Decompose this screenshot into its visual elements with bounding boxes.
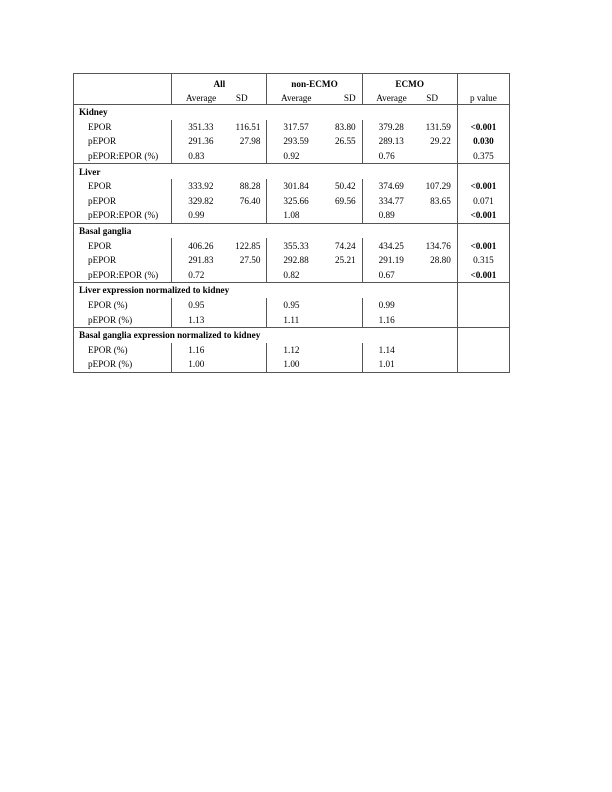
all-average-cell: 291.36: [188, 136, 214, 147]
table-row: [74, 134, 510, 149]
all-sd-cell: [230, 268, 267, 283]
all-average-cell: 291.83: [188, 255, 214, 266]
section-title: Basal ganglia expression normalized to kidney: [74, 327, 458, 342]
non-ecmo-sd-cell: 69.56: [334, 195, 356, 206]
corner-cell-lower: [74, 90, 172, 105]
non-ecmo-sd-cell: [325, 149, 362, 164]
ecmo-average-cell: 0.99: [362, 298, 420, 313]
row-label: pEPOR:EPOR (%): [74, 149, 172, 164]
non-ecmo-sd-cell: [325, 312, 362, 327]
ecmo-average-cell: 379.28: [362, 120, 420, 135]
non-ecmo-average-cell: 325.66: [267, 194, 325, 209]
non-ecmo-sd-cell: [325, 357, 362, 372]
table-row: [74, 179, 510, 194]
all-sd-cell: 27.98: [239, 136, 261, 147]
corner-cell: [74, 74, 172, 91]
ecmo-average-cell: 0.76: [362, 149, 420, 164]
non-ecmo-sd-cell: 25.21: [334, 255, 356, 266]
row-label: pEPOR: [74, 134, 172, 149]
ecmo-average-cell: 1.01: [362, 357, 420, 372]
section-title: Liver expression normalized to kidney: [74, 283, 458, 298]
non-ecmo-sd-cell: 83.80: [334, 121, 356, 132]
row-label: EPOR (%): [74, 298, 172, 313]
non-ecmo-average-cell: 301.84: [267, 179, 325, 194]
table-row: [74, 149, 510, 164]
all-average-cell: 1.16: [188, 344, 205, 355]
row-label: pEPOR: [74, 194, 172, 209]
p-value-cell: 0.071: [457, 194, 509, 209]
row-label: EPOR: [74, 179, 172, 194]
section-p-spacer: [457, 223, 509, 238]
row-label: pEPOR:EPOR (%): [74, 208, 172, 223]
all-sd-cell: [230, 312, 267, 327]
p-value-cell: [457, 312, 509, 327]
all-sd-cell: 88.28: [239, 181, 261, 192]
non-ecmo-average-cell: 0.92: [267, 149, 325, 164]
all-sd-cell: 122.85: [235, 240, 261, 251]
all-average-cell: 0.99: [188, 210, 205, 221]
all-average-cell: 351.33: [188, 121, 214, 132]
all-sd-cell: [230, 298, 267, 313]
non-ecmo-sd-cell: [325, 298, 362, 313]
ecmo-sd-cell: 29.22: [430, 136, 451, 147]
table-row: [74, 357, 510, 372]
section-title: Kidney: [74, 105, 458, 120]
col-header-ecmo-average: Average: [362, 90, 420, 105]
col-header-all-sd: SD: [230, 90, 267, 105]
table-row: [74, 312, 510, 327]
section-header-row: [74, 105, 510, 120]
section-p-spacer: [457, 327, 509, 342]
section-header-row: [74, 283, 510, 298]
row-label: pEPOR:EPOR (%): [74, 268, 172, 283]
all-average-cell: 1.00: [172, 357, 230, 372]
row-label: EPOR: [74, 238, 172, 253]
non-ecmo-average-cell: 0.82: [267, 268, 325, 283]
all-sd-cell: 27.50: [239, 255, 261, 266]
results-table: [73, 73, 510, 373]
p-value-cell: 0.315: [457, 253, 509, 268]
all-average-cell: 329.82: [188, 195, 214, 206]
all-average-cell: 333.92: [188, 181, 214, 192]
ecmo-sd-cell: 131.59: [425, 121, 451, 132]
section-p-spacer: [457, 105, 509, 120]
p-value-cell: <0.001: [457, 179, 509, 194]
non-ecmo-sd-cell: [325, 268, 362, 283]
table-row: [74, 253, 510, 268]
non-ecmo-sd-cell: [325, 208, 362, 223]
non-ecmo-average-cell: 317.57: [267, 120, 325, 135]
ecmo-average-cell: 374.69: [362, 179, 420, 194]
row-label: pEPOR (%): [74, 357, 172, 372]
col-header-p-value: p value: [457, 90, 509, 105]
row-label: pEPOR (%): [74, 312, 172, 327]
p-value-cell: 0.030: [457, 134, 509, 149]
non-ecmo-sd-cell: 50.42: [334, 181, 356, 192]
table-row: [74, 268, 510, 283]
ecmo-sd-cell: [420, 208, 457, 223]
non-ecmo-average-cell: 1.11: [267, 312, 325, 327]
p-value-cell: 0.375: [457, 149, 509, 164]
ecmo-sd-cell: [420, 343, 457, 358]
group-header-all: All: [172, 74, 267, 91]
all-average-cell: 406.26: [188, 240, 214, 251]
non-ecmo-average-cell: 1.00: [267, 357, 325, 372]
ecmo-sd-cell: [420, 357, 457, 372]
all-average-cell: 1.13: [188, 314, 205, 325]
ecmo-sd-cell: [420, 312, 457, 327]
p-value-cell: <0.001: [457, 120, 509, 135]
section-p-spacer: [457, 164, 509, 179]
ecmo-average-cell: 0.67: [362, 268, 420, 283]
ecmo-sd-cell: [420, 268, 457, 283]
non-ecmo-sd-cell: 74.24: [334, 240, 356, 251]
p-value-cell: <0.001: [457, 208, 509, 223]
col-header-non-ecmo-average: Average: [267, 90, 325, 105]
all-sd-cell: [230, 149, 267, 164]
group-header-row: [74, 74, 510, 91]
ecmo-average-cell: 291.19: [362, 253, 420, 268]
ecmo-sd-cell: 107.29: [425, 181, 451, 192]
section-header-row: [74, 223, 510, 238]
ecmo-sd-cell: 83.65: [430, 195, 451, 206]
row-label: EPOR (%): [74, 343, 172, 358]
ecmo-sd-cell: 134.76: [425, 240, 451, 251]
row-label: EPOR: [74, 120, 172, 135]
column-header-row: [74, 90, 510, 105]
section-header-row: [74, 327, 510, 342]
ecmo-average-cell: 1.16: [362, 312, 420, 327]
section-header-row: [74, 164, 510, 179]
non-ecmo-average-cell: 1.08: [267, 208, 325, 223]
section-title: Liver: [74, 164, 458, 179]
table-row: [74, 343, 510, 358]
col-header-non-ecmo-sd: SD: [325, 90, 362, 105]
non-ecmo-sd-cell: [325, 343, 362, 358]
all-sd-cell: [230, 208, 267, 223]
p-value-cell: [457, 343, 509, 358]
non-ecmo-sd-cell: 26.55: [334, 136, 356, 147]
all-sd-cell: 76.40: [239, 195, 261, 206]
all-sd-cell: 116.51: [235, 121, 261, 132]
section-title: Basal ganglia: [74, 223, 458, 238]
non-ecmo-average-cell: 293.59: [267, 134, 325, 149]
table-row: [74, 298, 510, 313]
non-ecmo-average-cell: 0.95: [267, 298, 325, 313]
non-ecmo-average-cell: 292.88: [267, 253, 325, 268]
p-value-cell: <0.001: [457, 238, 509, 253]
all-average-cell: 0.83: [188, 151, 205, 162]
ecmo-sd-cell: [420, 298, 457, 313]
non-ecmo-average-cell: 355.33: [267, 238, 325, 253]
table-row: [74, 120, 510, 135]
ecmo-average-cell: 434.25: [362, 238, 420, 253]
table-row: [74, 208, 510, 223]
ecmo-sd-cell: 28.80: [430, 255, 451, 266]
col-header-all-average: Average: [172, 90, 230, 105]
group-header-ecmo: ECMO: [362, 74, 457, 91]
p-header-spacer: [457, 74, 509, 91]
ecmo-average-cell: 1.14: [362, 343, 420, 358]
ecmo-average-cell: 334.77: [362, 194, 420, 209]
p-value-cell: [457, 298, 509, 313]
ecmo-average-cell: 289.13: [362, 134, 420, 149]
table-row: [74, 194, 510, 209]
table-row: [74, 238, 510, 253]
p-value-cell: <0.001: [457, 268, 509, 283]
all-average-cell: 0.95: [188, 300, 205, 311]
col-header-ecmo-sd: SD: [420, 90, 457, 105]
p-value-cell: [457, 357, 509, 372]
all-sd-cell: [230, 343, 267, 358]
ecmo-sd-cell: [420, 149, 457, 164]
group-header-non-ecmo: non-ECMO: [267, 74, 362, 91]
all-average-cell: 0.72: [188, 269, 205, 280]
non-ecmo-average-cell: 1.12: [267, 343, 325, 358]
section-p-spacer: [457, 283, 509, 298]
row-label: pEPOR: [74, 253, 172, 268]
ecmo-average-cell: 0.89: [362, 208, 420, 223]
all-sd-cell: [230, 357, 267, 372]
